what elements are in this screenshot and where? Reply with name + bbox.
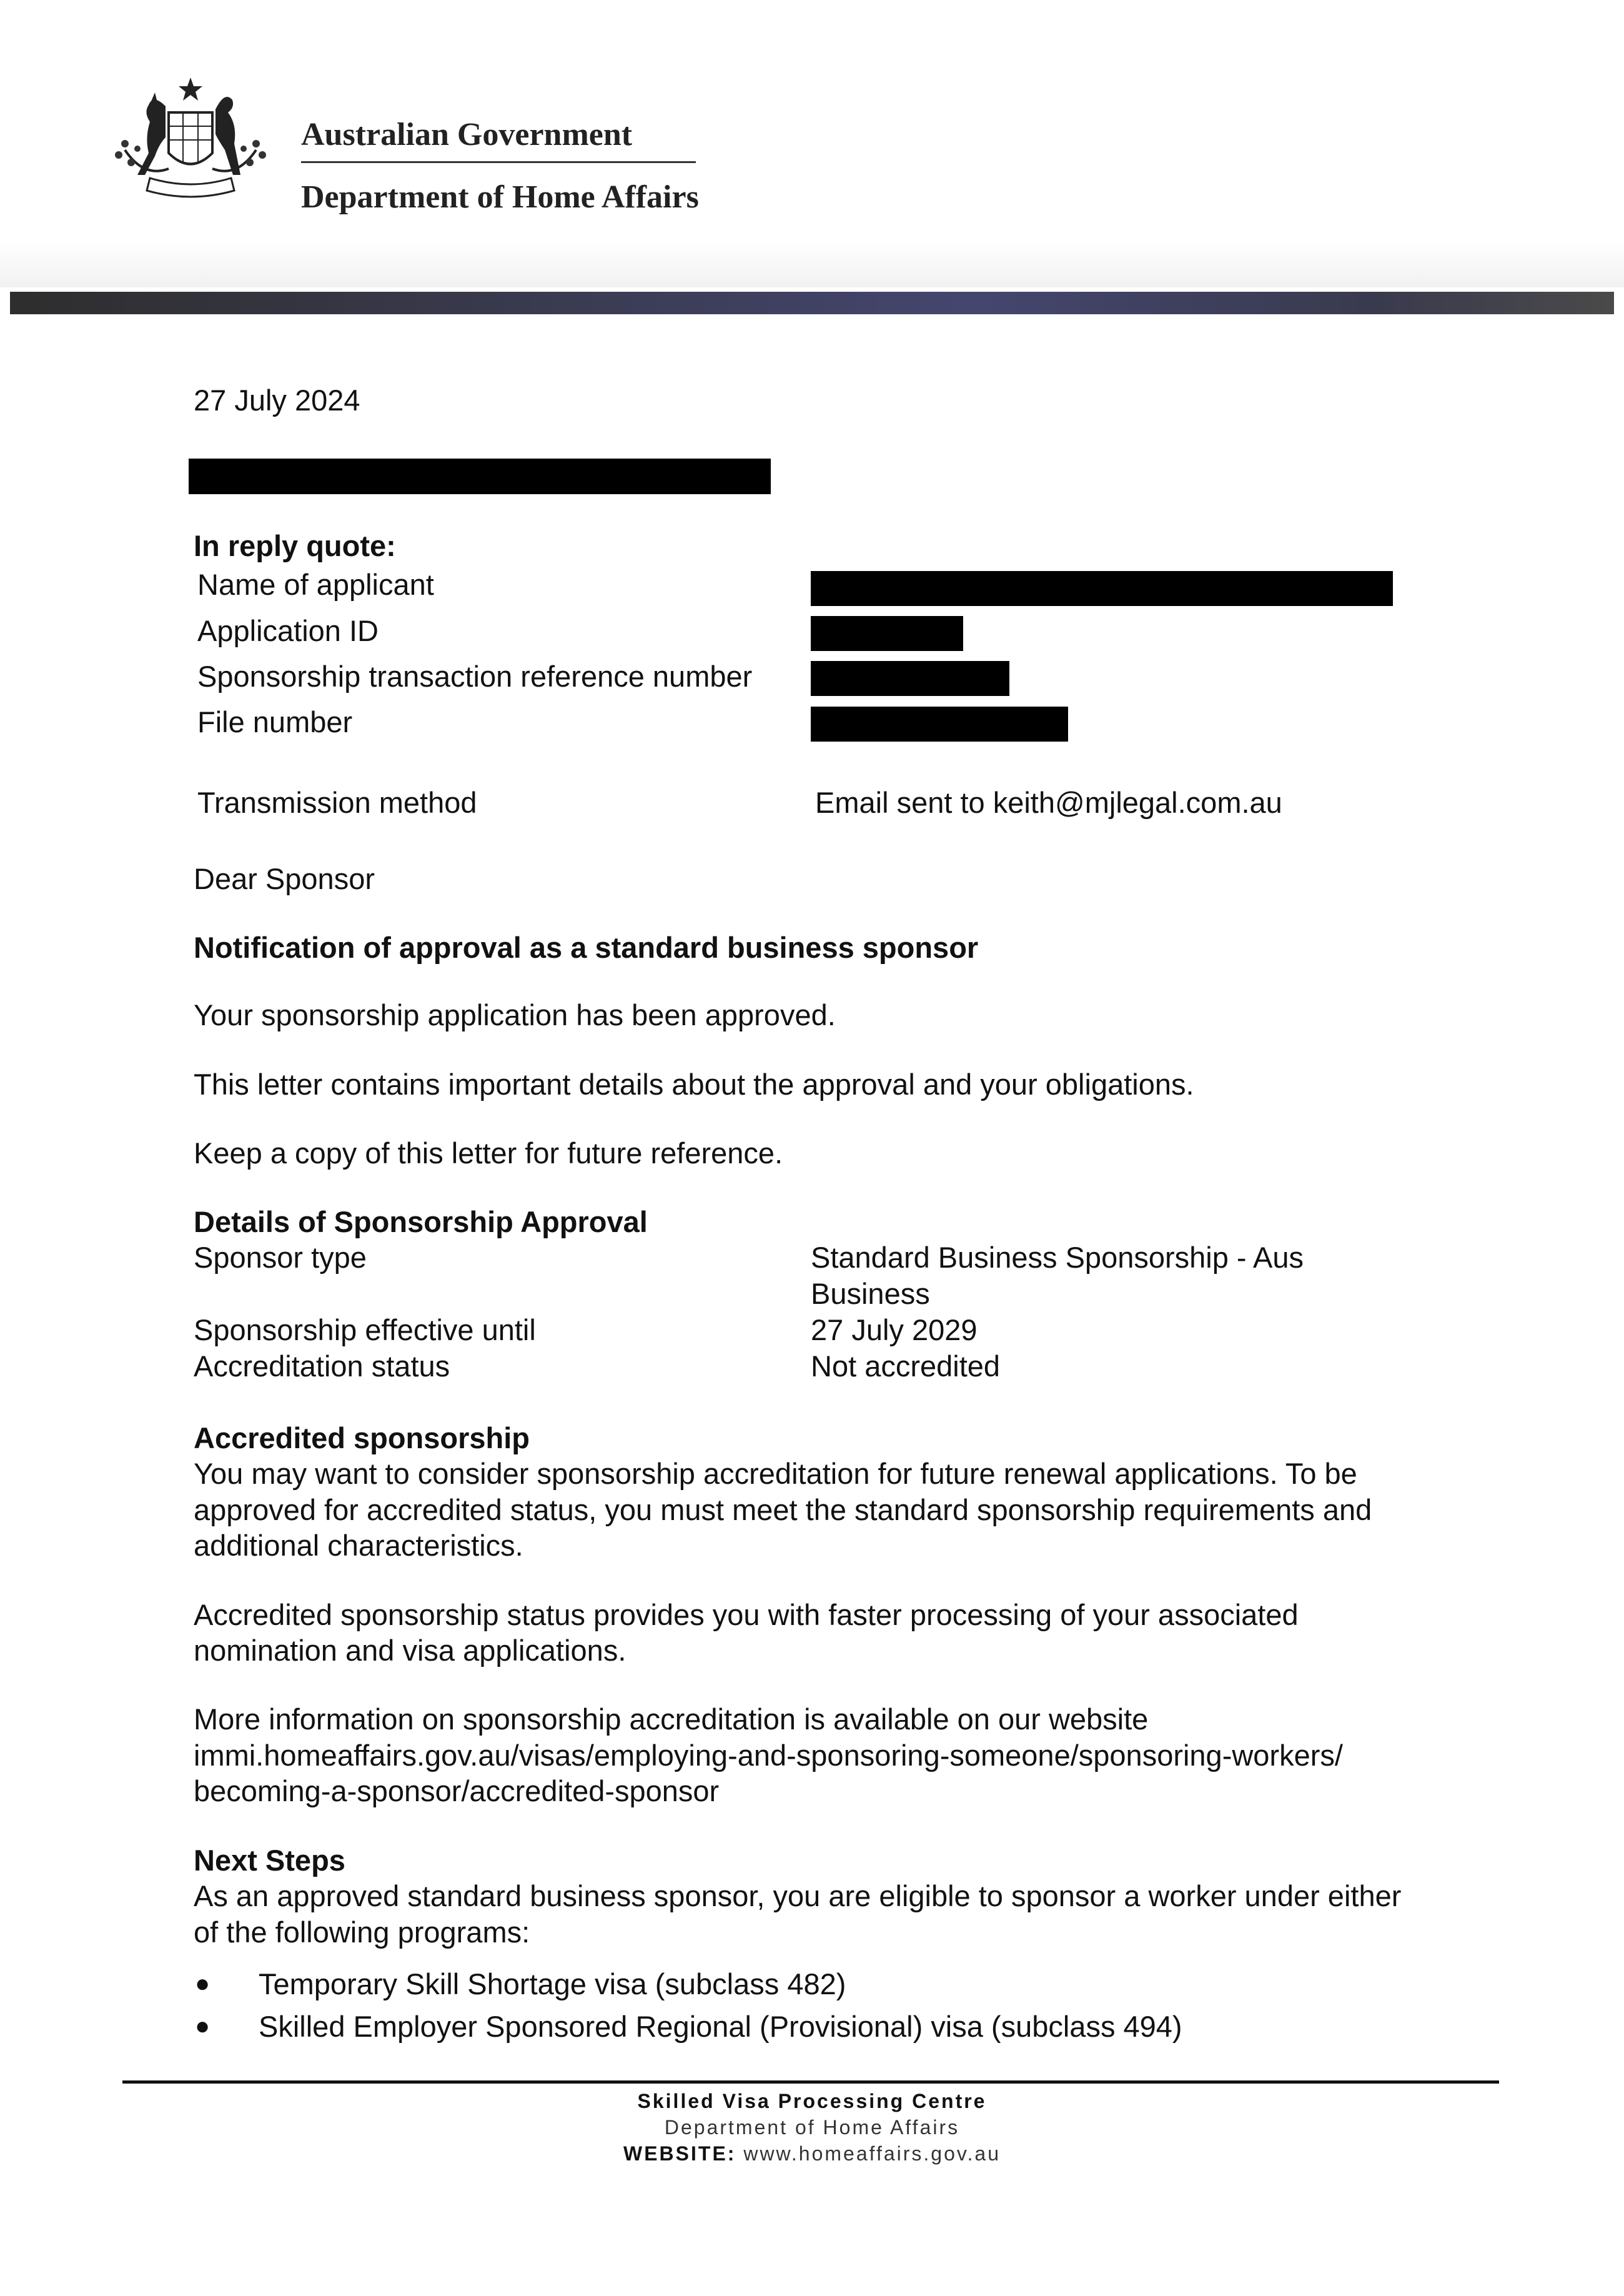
details-heading: Details of Sponsorship Approval (194, 1205, 648, 1238)
footer-website-label: WEBSITE: (623, 2142, 736, 2165)
letter-subject: Notification of approval as a standard business sponsor (194, 931, 979, 964)
transmission-method-value: Email sent to keith@mjlegal.com.au (815, 786, 1282, 819)
reply-quote-heading: In reply quote: (194, 529, 396, 562)
accreditation-url-line: becoming-a-sponsor/accredited-sponsor (194, 1774, 720, 1807)
footer-department: Department of Home Affairs (664, 2116, 960, 2139)
accredited-heading: Accredited sponsorship (194, 1421, 530, 1454)
reply-field-label: Sponsorship transaction reference number (197, 660, 753, 693)
intro-paragraph: This letter contains important details about the approval and your obligations. (194, 1068, 1194, 1101)
visa-program-item: Temporary Skill Shortage visa (subclass 482) (259, 1967, 846, 2000)
details-value: Standard Business Sponsorship - Aus (811, 1241, 1304, 1274)
details-value: Business (811, 1277, 930, 1310)
transmission-method-label: Transmission method (197, 786, 477, 819)
accredited-paragraph-line: You may want to consider sponsorship accreditation for future renewal applications. To be (194, 1457, 1357, 1490)
redacted-applicant-name (811, 571, 1393, 606)
next-steps-paragraph-line: of the following programs: (194, 1916, 530, 1949)
accredited-paragraph-line: Accredited sponsorship status provides you with faster processing of your associated (194, 1598, 1299, 1631)
accredited-paragraph-line: additional characteristics. (194, 1529, 523, 1562)
visa-program-item: Skilled Employer Sponsored Regional (Provisional) visa (subclass 494) (259, 2010, 1182, 2043)
letter-date: 27 July 2024 (194, 384, 360, 417)
details-value: Not accredited (811, 1349, 1001, 1383)
redacted-application-id (811, 616, 963, 651)
footer-website (0, 2142, 1624, 2165)
next-steps-heading: Next Steps (194, 1844, 345, 1877)
reply-field-label: Application ID (197, 614, 379, 647)
accredited-paragraph-line: approved for accredited status, you must meet the standard sponsorship requirements and (194, 1493, 1372, 1526)
department-name: Department of Home Affairs (301, 179, 699, 215)
footer-divider (122, 2080, 1499, 2084)
letterhead-divider (301, 161, 696, 163)
intro-paragraph: Your sponsorship application has been approved. (194, 998, 836, 1031)
government-name: Australian Government (301, 117, 633, 152)
redacted-address (189, 459, 771, 494)
accredited-paragraph-line: nomination and visa applications. (194, 1634, 626, 1667)
intro-paragraph: Keep a copy of this letter for future reference. (194, 1136, 783, 1170)
redacted-file-number (811, 707, 1068, 742)
details-label: Sponsorship effective until (194, 1313, 536, 1346)
next-steps-paragraph-line: As an approved standard business sponsor, you are eligible to sponsor a worker under either (194, 1879, 1402, 1912)
accreditation-url-line: immi.homeaffairs.gov.au/visas/employing-and-sponsoring-someone/sponsoring-workers/ (194, 1739, 1343, 1772)
letterhead-colour-bar (10, 292, 1614, 314)
details-label: Accreditation status (194, 1349, 450, 1383)
reply-field-label: File number (197, 705, 353, 738)
accredited-paragraph-line: More information on sponsorship accreditation is available on our website (194, 1702, 1149, 1736)
bullet-icon: ● (195, 1970, 210, 1997)
bullet-icon: ● (195, 2012, 210, 2040)
details-value: 27 July 2029 (811, 1313, 978, 1346)
details-label: Sponsor type (194, 1241, 367, 1274)
footer-centre-name: Skilled Visa Processing Centre (637, 2090, 987, 2112)
coat-of-arms-logo (100, 75, 281, 219)
redacted-transaction-ref (811, 661, 1009, 696)
salutation: Dear Sponsor (194, 862, 375, 895)
footer-website-link[interactable]: www.homeaffairs.gov.au (743, 2142, 1001, 2165)
reply-field-label: Name of applicant (197, 568, 434, 601)
